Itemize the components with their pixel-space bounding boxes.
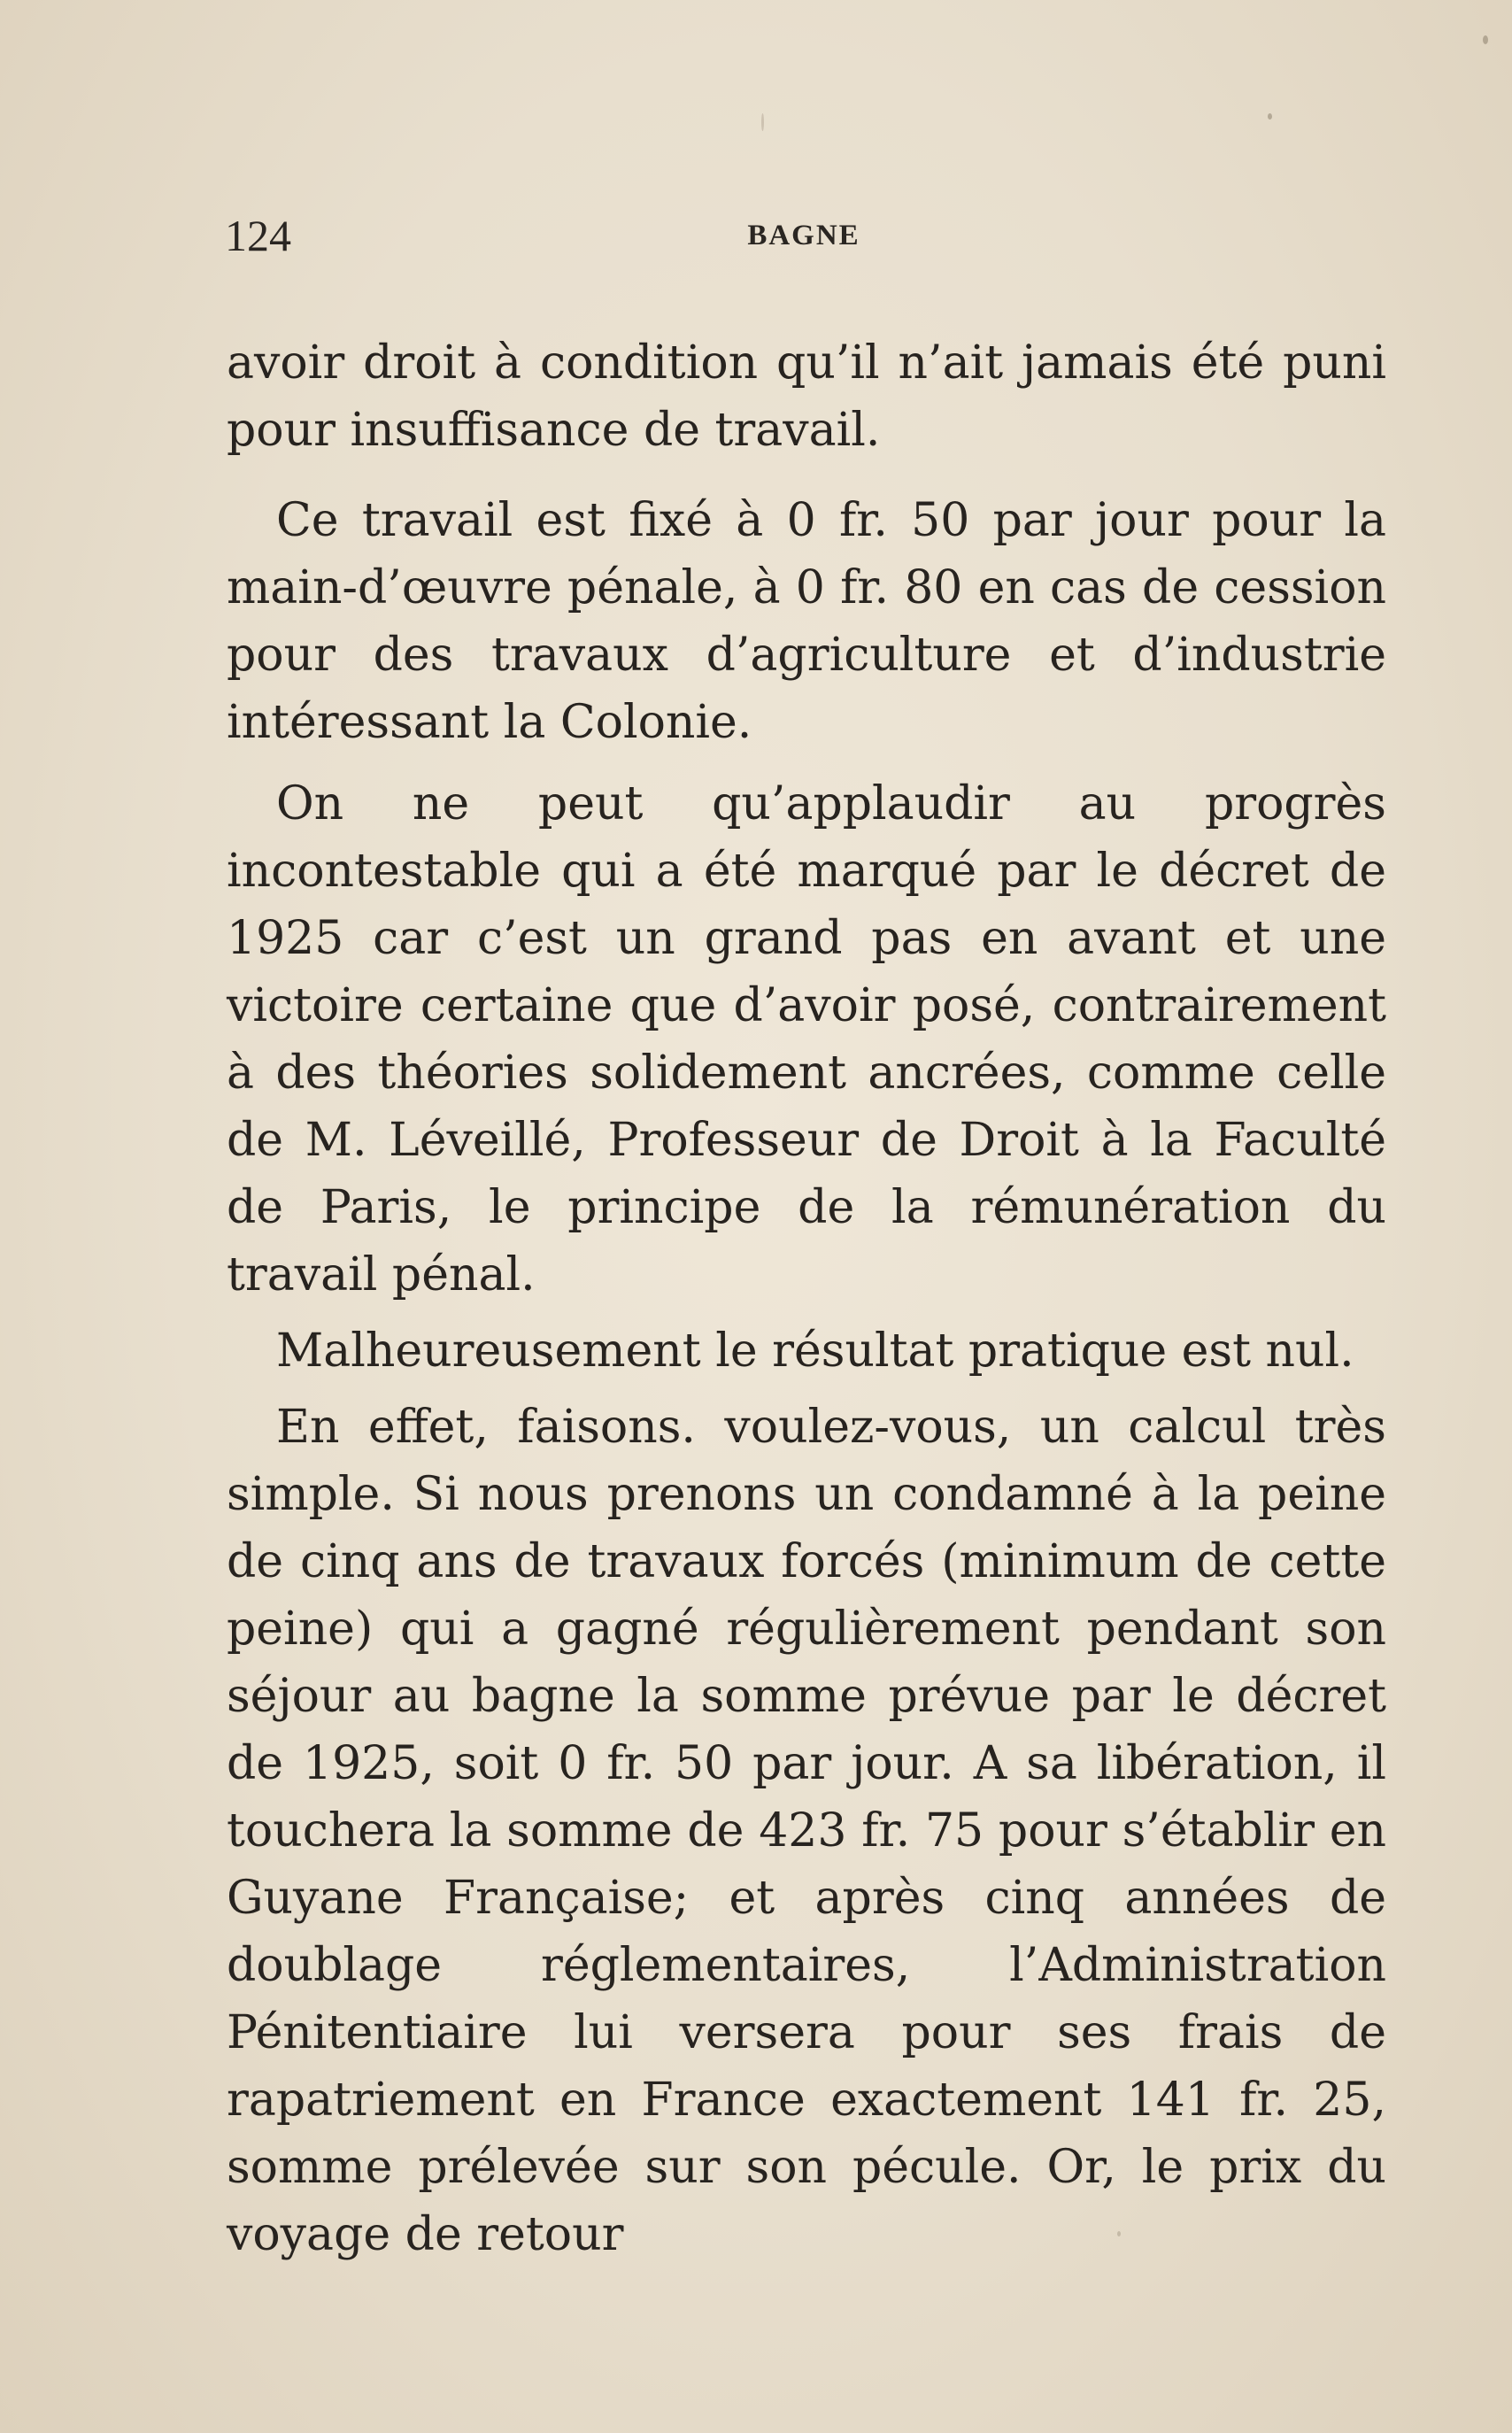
paragraph: Ce travail est fixé à 0 fr. 50 par jour pour la main-d’œuvre pénale, à 0 fr. 80 en cas de cession pour des travaux d’agriculture et d’industrie intéressant la Colonie. [227,494,1386,749]
paragraph: avoir droit à condition qu’il n’ait jamais été puni pour insuffisance de travail. [227,336,1386,457]
page-header [225,209,1385,262]
page-number: 124 [225,211,291,260]
paragraph: En effet, faisons. voulez-vous, un calcul très simple. Si nous prenons un condamné à la peine de cinq ans de travaux forcés (minimum de cette peine) qui a gagné régulièrement pendant son séjour au bagne la somme prévue par le décret de 1925, soit 0 fr. 50 par jour. A sa libération, il touchera la somme de 423 fr. 75 pour s’établir en Guyane Française; et après cinq années de doublage réglementaires, l’Administration Pénitentiaire lui versera pour ses frais de rapatriement en France exactement 141 fr. 25, somme prélevée sur son pécule. Or, le prix du voyage de retour [227,1401,1386,2261]
paragraph: On ne peut qu’applaudir au progrès incontestable qui a été marqué par le décret de 1925 car c’est un grand pas en avant et une victoire certaine que d’avoir posé, contrairement à des théories solidement ancrées, comme celle de M. Léveillé, Professeur de Droit à la Faculté de Paris, le principe de la rémunération du travail pénal. [227,777,1386,1301]
paper-speck [761,113,764,131]
body-text [227,329,1386,2268]
running-title: BAGNE [747,220,860,251]
paragraph: Malheureusement le résultat pratique est nul. [276,1325,1354,1378]
paper-speck [1483,35,1488,44]
paper-speck [1268,113,1272,120]
